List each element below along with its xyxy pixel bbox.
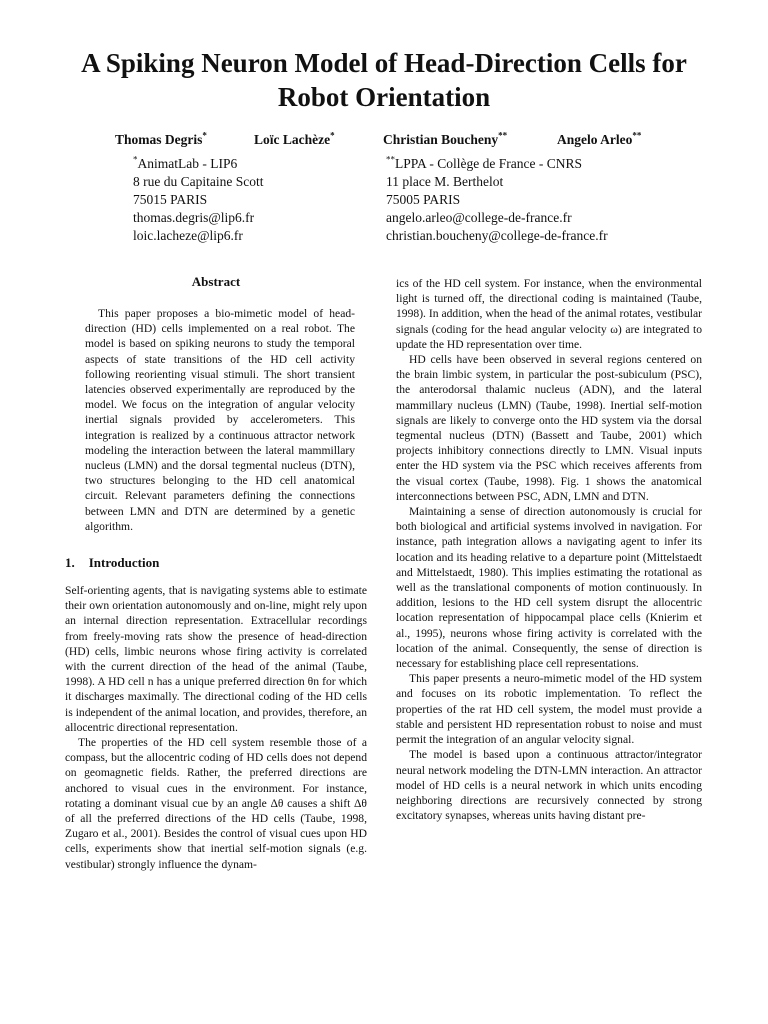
affiliation-lab: LPPA - Collège de France - CNRS [395, 156, 582, 171]
author-mark: ** [498, 130, 508, 141]
right-column-body [396, 276, 702, 823]
section-heading-introduction [65, 555, 159, 571]
affiliation-left [133, 155, 263, 245]
abstract-paragraph: This paper proposes a bio-mimetic model of head-direction (HD) cells implemented on a real robot. The model is based on spiking neurons to study the temporal aspects of state transitions of the HD cell activity following reorienting visual stimuli. The short transient latencies observed experimentally are reproduced by the model. We focus on the integration of angular velocity inertial signals provided by accelerometers. This integration is realized by a continuous attractor network modeling the interaction between the lateral mammillary nucleus (LMN) and the dorsal tegmental nucleus (DTN), two structures belonging to the HD cell anatomical circuit. Relevant parameters defining the connections between LMN and DTN are determined by a genetic algorithm. [85, 307, 355, 533]
author-degris [115, 132, 207, 148]
paper-title [40, 46, 728, 114]
affiliation-city: 75015 PARIS [133, 192, 208, 207]
author-lacheze [254, 132, 335, 148]
section-number: 1. [65, 555, 75, 570]
author-name: Christian Boucheny [383, 132, 499, 147]
body-paragraph: Maintaining a sense of direction autonomously is crucial for both biological and artificial systems involved in navigation. For instance, path integration allows a navigating agent to infer its location and its heading relative to a departure point (Mittelstaedt and Mittelstaedt, 1980). This implies estimating the rotational as well as the translational components of motion continuously. In addition, lesions to the HD cell system disrupt the allocentric location representation of hippocampal place cells (Knierim et al., 1995), neurons whose firing activity is correlated with the location of the animal. Consequently, the sense of direction is necessary for establishing place cell representations. [396, 505, 702, 671]
author-mark: * [202, 130, 207, 141]
affiliation-street: 8 rue du Capitaine Scott [133, 174, 264, 189]
affiliation-lab: AnimatLab - LIP6 [137, 156, 238, 171]
body-paragraph: The model is based upon a continuous attractor/integrator neural network modeling the DTN-LMN interaction. An attractor model of HD cells is a neural network in which units encoding neighboring directions are recursively connected by strong excitatory synapses, whereas units having distant pre- [396, 748, 702, 823]
abstract-heading: Abstract [191, 274, 241, 289]
author-name: Angelo Arleo [557, 132, 633, 147]
affiliation-email: angelo.arleo@college-de-france.fr [386, 210, 572, 225]
affiliation-email: thomas.degris@lip6.fr [133, 210, 255, 225]
author-arleo [557, 132, 641, 148]
title-line-1: A Spiking Neuron Model of Head-Direction Cells for [81, 48, 687, 78]
body-paragraph: HD cells have been observed in several regions centered on the brain limbic system, in particular the post-subiculum (PSC), the anterodorsal thalamic nucleus (ADN), and the lateral mammillary nucleus (LMN) (Taube, 1998). Inertial self-motion signals are likely to converge onto the HD system via the dorsal tegmental nucleus (DTN) (Bassett and Taube, 2001) which projects inhibitory connections directly to LMN. Visual inputs enter the HD system via the PSC which receives afferents from the visual cortex (Taube, 1998). Fig. 1 shows the anatomical interconnections between PSC, ADN, LMN and DTN. [396, 353, 702, 503]
affiliation-right [386, 155, 608, 245]
body-paragraph: ics of the HD cell system. For instance, when the environmental light is turned off, the directional coding is maintained (Taube, 1998). In addition, when the head of the animal rotates, vestibular signals (coding for the head angular velocity ω) are integrated to update the HD representation over time. [396, 277, 702, 351]
affiliation-mark: * [133, 154, 138, 165]
author-mark: * [330, 130, 335, 141]
author-name: Loïc Lachèze [254, 132, 331, 147]
affiliation-email: christian.boucheny@college-de-france.fr [386, 228, 608, 243]
body-paragraph: This paper presents a neuro-mimetic model of the HD system and focuses on its robotic implementation. To reflect the properties of the rat HD cell system, the model must provide a stable and persistent HD representation robust to noise and must permit the integration of an angular velocity signal. [396, 672, 702, 747]
author-mark: ** [632, 130, 642, 141]
affiliation-mark: ** [386, 154, 395, 165]
author-boucheny [383, 132, 507, 148]
author-name: Thomas Degris [115, 132, 203, 147]
body-paragraph: Self-orienting agents, that is navigating systems able to estimate their own orientation autonomously and on-line, might rely upon an internal direction representation. Extracellular recordings from freely-moving rats show the presence of head-direction (HD) cells, limbic neurons whose firing activity is correlated with the current direction of the head of the animal (Taube, 1998). A HD cell n has a unique preferred direction θn for which it discharges maximally. The directional coding of the HD cells is independent of the animal location, and provides, therefore, an allocentric directional representation. [65, 584, 367, 734]
section-title: Introduction [88, 555, 160, 570]
affiliation-city: 75005 PARIS [386, 192, 461, 207]
body-paragraph: The properties of the HD cell system resemble those of a compass, but the allocentric coding of HD cells does not depend on geomagnetic fields. Rather, the preferred directions are anchored to visual cues in the environment. For instance, rotating a dominant visual cue by an angle Δθ causes a shift Δθ of all the preferred directions of the HD cells (Taube, 1998, Zugaro et al., 2001). Besides the control of visual cues upon HD cells, experiments show that inertial self-motion signals (e.g. vestibular) strongly influence the dynam- [65, 736, 367, 871]
left-column-body [65, 583, 367, 872]
abstract-body [85, 306, 355, 534]
affiliation-street: 11 place M. Berthelot [386, 174, 504, 189]
affiliation-email: loic.lacheze@lip6.fr [133, 228, 243, 243]
title-line-2: Robot Orientation [277, 82, 491, 112]
